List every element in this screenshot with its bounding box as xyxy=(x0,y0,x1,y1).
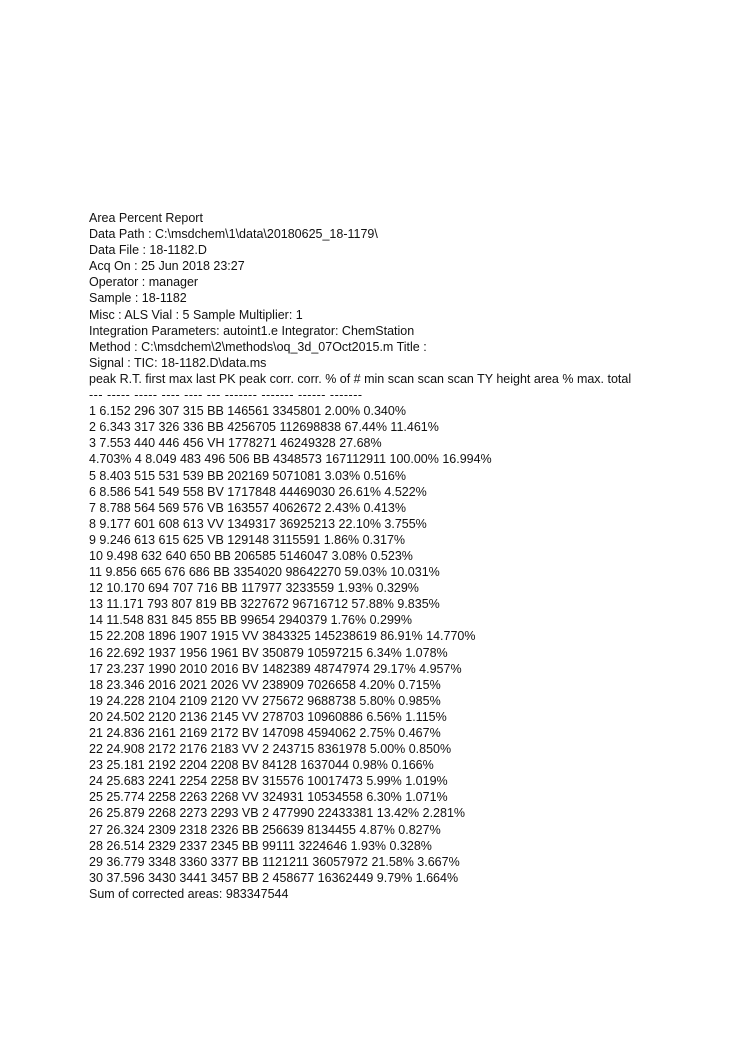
table-row: 22 24.908 2172 2176 2183 VV 2 243715 8361978 5.00% 0.850% xyxy=(89,742,452,757)
report-title: Area Percent Report xyxy=(89,211,203,225)
method: Method : C:\msdchem\2\methods\oq_3d_07Oct2015.m Title : xyxy=(89,339,427,354)
table-row: 27 26.324 2309 2318 2326 BB 256639 8134455 4.87% 0.827% xyxy=(89,822,441,837)
operator: Operator : manager xyxy=(89,275,199,290)
table-separator: --- ----- ----- ---- ---- --- ------- ------- ------ ------- xyxy=(89,388,363,403)
table-row: 21 24.836 2161 2169 2172 BV 147098 4594062 2.75% 0.467% xyxy=(89,726,441,740)
data-path: Data Path : C:\msdchem\1\data\20180625_18-1179\ xyxy=(89,227,378,242)
table-row: 24 25.683 2241 2254 2258 BV 315576 10017473 5.99% 1.019% xyxy=(89,774,448,789)
table-row: 14 11.548 831 845 855 BB 99654 2940379 1.76% 0.299% xyxy=(89,613,412,628)
table-row: 13 11.171 793 807 819 BB 3227672 96716712 57.88% 9.835% xyxy=(89,597,440,612)
table-row: 19 24.228 2104 2109 2120 VV 275672 9688738 5.80% 0.985% xyxy=(89,693,441,708)
table-row: 8 9.177 601 608 613 VV 1349317 36925213 22.10% 3.755% xyxy=(89,516,427,531)
table-row: 29 36.779 3348 3360 3377 BB 1121211 36057972 21.58% 3.667% xyxy=(89,854,460,869)
table-row: 30 37.596 3430 3441 3457 BB 2 458677 16362449 9.79% 1.664% xyxy=(89,870,459,885)
table-row: 23 25.181 2192 2204 2208 BV 84128 1637044 0.98% 0.166% xyxy=(89,758,434,773)
table-row: 9 9.246 613 615 625 VB 129148 3115591 1.86% 0.317% xyxy=(89,532,406,547)
table-row: 10 9.498 632 640 650 BB 206585 5146047 3.08% 0.523% xyxy=(89,548,413,563)
table-row: 16 22.692 1937 1956 1961 BV 350879 10597215 6.34% 1.078% xyxy=(89,645,448,660)
integration-parameters: Integration Parameters: autoint1.e Integrator: ChemStation xyxy=(89,323,415,338)
table-row: 25 25.774 2258 2263 2268 VV 324931 10534558 6.30% 1.071% xyxy=(89,790,448,805)
table-row: 4.703% 4 8.049 483 496 506 BB 4348573 167112911 100.00% 16.994% xyxy=(89,452,492,467)
table-row: 6 8.586 541 549 558 BV 1717848 44469030 26.61% 4.522% xyxy=(89,484,427,499)
peak-table xyxy=(89,403,729,886)
table-row: 11 9.856 665 676 686 BB 3354020 98642270 59.03% 10.031% xyxy=(89,565,440,580)
table-row: 1 6.152 296 307 315 BB 146561 3345801 2.00% 0.340% xyxy=(89,404,406,419)
misc-info: Misc : ALS Vial : 5 Sample Multiplier: 1 xyxy=(89,307,303,322)
table-row: 18 23.346 2016 2021 2026 VV 238909 7026658 4.20% 0.715% xyxy=(89,677,441,692)
table-row: 5 8.403 515 531 539 BB 202169 5071081 3.03% 0.516% xyxy=(89,468,406,483)
table-column-header: peak R.T. first max last PK peak corr. corr. % of # min scan scan scan TY height area % max. total xyxy=(89,371,632,386)
table-row: 28 26.514 2329 2337 2345 BB 99111 3224646 1.93% 0.328% xyxy=(89,838,432,853)
table-row: 17 23.237 1990 2010 2016 BV 1482389 48747974 29.17% 4.957% xyxy=(89,661,462,676)
data-file: Data File : 18-1182.D xyxy=(89,243,207,258)
table-row: 12 10.170 694 707 716 BB 117977 3233559 1.93% 0.329% xyxy=(89,581,419,596)
table-row: 7 8.788 564 569 576 VB 163557 4062672 2.43% 0.413% xyxy=(89,500,406,515)
acquisition-date: Acq On : 25 Jun 2018 23:27 xyxy=(89,259,245,274)
table-row: 15 22.208 1896 1907 1915 VV 3843325 145238619 86.91% 14.770% xyxy=(89,629,476,644)
table-row: 20 24.502 2120 2136 2145 VV 278703 10960886 6.56% 1.115% xyxy=(89,709,447,724)
signal: Signal : TIC: 18-1182.D\data.ms xyxy=(89,355,267,370)
table-row: 3 7.553 440 446 456 VH 1778271 46249328 27.68% xyxy=(89,436,382,451)
sum-of-corrected-areas: Sum of corrected areas: 983347544 xyxy=(89,886,289,901)
table-row: 2 6.343 317 326 336 BB 4256705 112698838 67.44% 11.461% xyxy=(89,420,439,435)
table-row: 26 25.879 2268 2273 2293 VB 2 477990 22433381 13.42% 2.281% xyxy=(89,806,466,821)
area-percent-report xyxy=(89,210,729,902)
sample: Sample : 18-1182 xyxy=(89,291,187,306)
